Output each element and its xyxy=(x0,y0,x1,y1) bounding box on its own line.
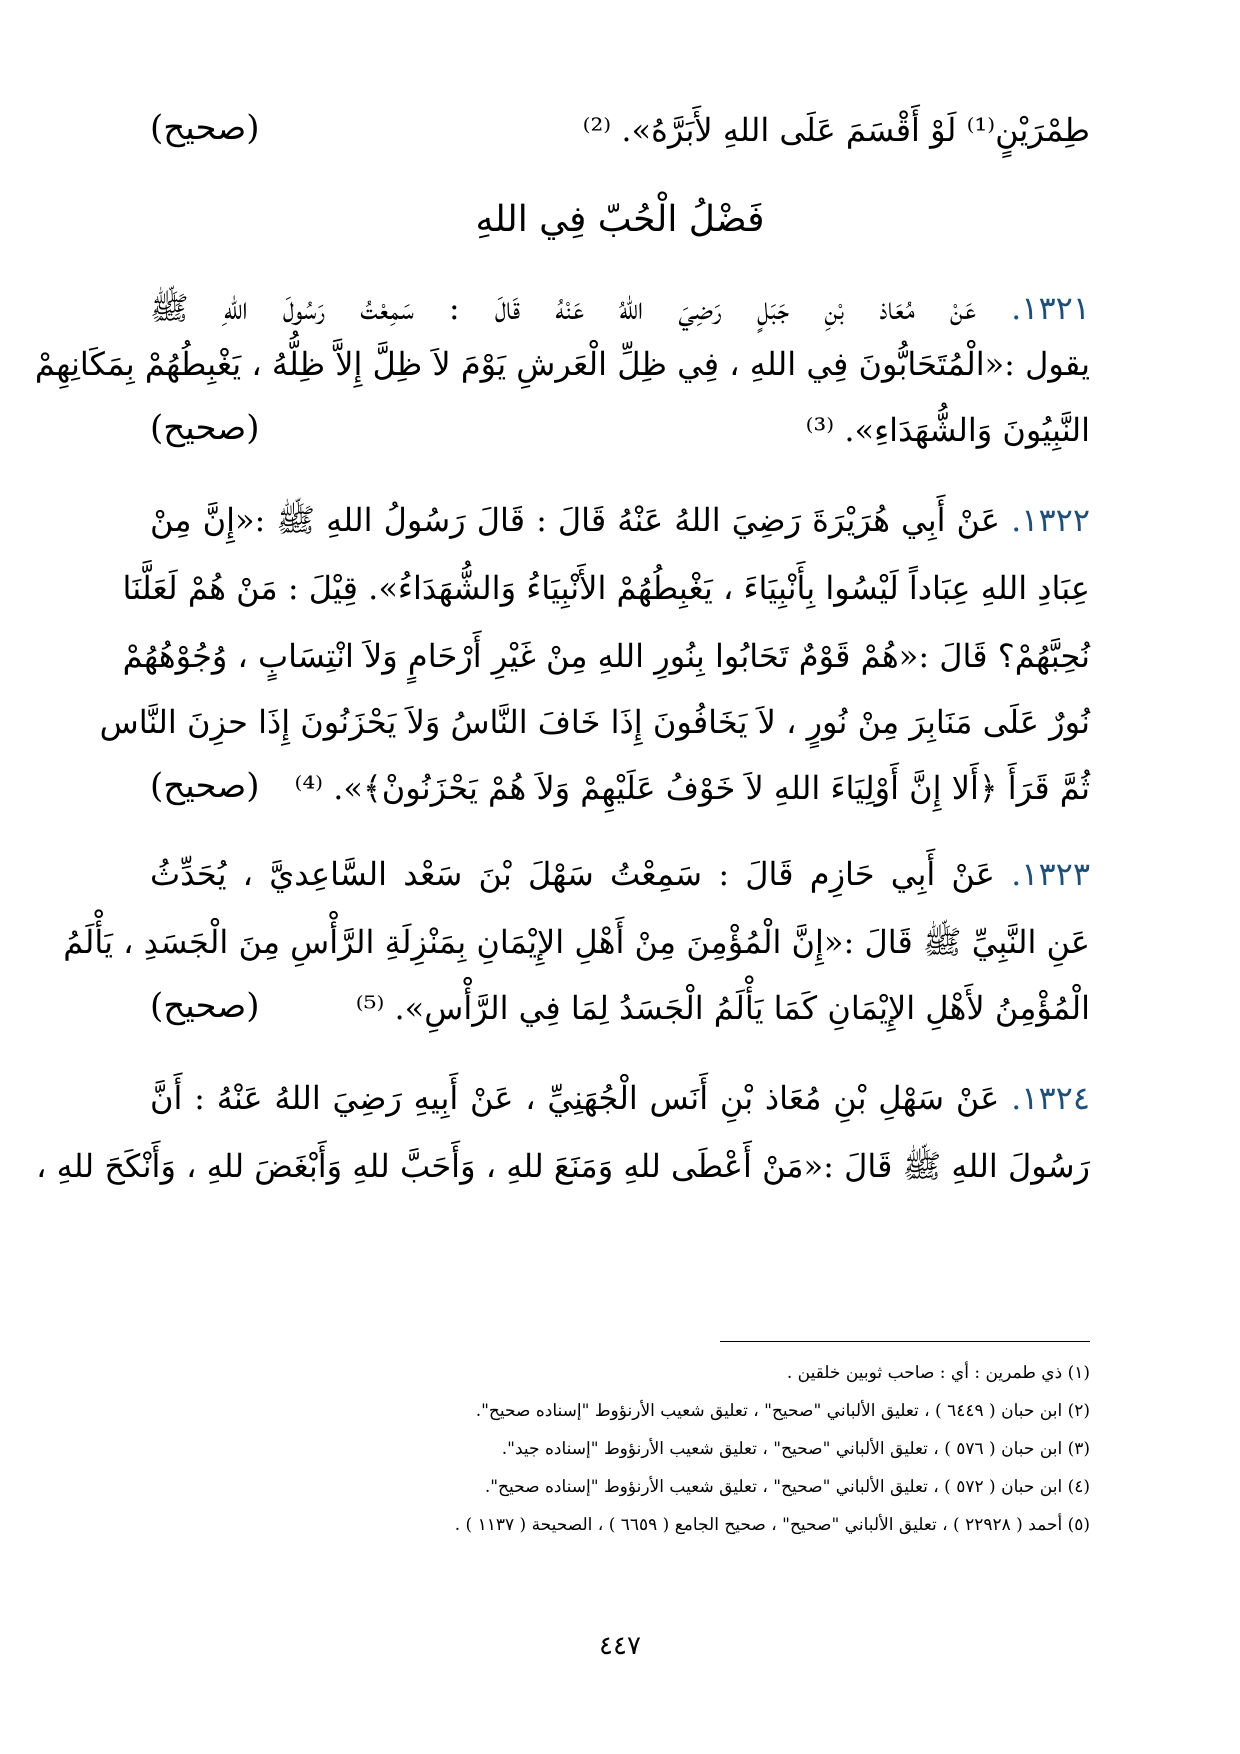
hadith-1323-line-2: عَنِ النَّبِيِّ ﷺ قَالَ :«إِنَّ الْمُؤْمِنَ مِنْ أَهْلِ الإِيْمَانِ بِمَنْزِلَةِ الرَّأْسِ مِنَ الْجَسَدِ ، يَأْلَمُ xyxy=(63,923,1090,961)
page-number: ٤٤٧ xyxy=(599,1631,641,1661)
continuation-line: طِمْرَيْنٍ⁽¹⁾ لَوْ أَقْسَمَ عَلَى اللهِ لأَبَرَّهُ». ⁽²⁾ xyxy=(582,111,1090,149)
hadith-1324-line-1: ١٣٢٤. عَنْ سَهْلِ بْنِ مُعَاذ بْنِ أَنَس الْجُهَنِيِّ ، عَنْ أَبِيهِ رَضِيَ اللهُ عَنْهُ : أَنَّ xyxy=(150,1079,1091,1117)
hadith-1321-line-1: ١٣٢١. عَنْ مُعَاذ بْنِ جَبَلٍ رَضِيَ اللهُ عَنْهُ قَالَ : سَمِعْتُ رَسُولَ اللهِ ﷺ xyxy=(150,289,1091,327)
hadith-1322-line-1: ١٣٢٢. عَنْ أَبِي هُرَيْرَةَ رَضِيَ اللهُ عَنْهُ قَالَ : قَالَ رَسُولُ اللهِ ﷺ :«إِنَّ مِنْ xyxy=(150,501,1091,539)
grade-label: (صحيح) xyxy=(150,986,260,1026)
footnote: (٥) أحمد ( ٢٢٩٢٨ ) ، تعليق الألباني "صحيح" ، صحيح الجامع ( ٦٦٥٩ ) ، الصحيحة ( ١١٣٧ ) . xyxy=(454,1515,1090,1535)
footnote: (١) ذي طمرين : أي : صاحب ثوبين خلقين . xyxy=(786,1363,1090,1383)
hadith-1321-line-3: النَّبِيُونَ وَالشُّهَدَاءِ». ⁽³⁾ xyxy=(805,411,1090,449)
grade-label: (صحيح) xyxy=(150,766,260,806)
grade-label: (صحيح) xyxy=(150,108,260,148)
footnote: (٣) ابن حبان ( ٥٧٦ ) ، تعليق الألباني "صحيح" ، تعليق شعيب الأرنؤوط "إسناده جيد". xyxy=(501,1439,1090,1459)
hadith-1322-line-5: ثُمَّ قَرَأَ ﴿أَلا إِنَّ أَوْلِيَاءَ اللهِ لاَ خَوْفُ عَلَيْهِمْ وَلاَ هُمْ يَحْزَنُونْ﴾». ⁽⁴⁾ xyxy=(294,769,1090,807)
hadith-1324-line-2: رَسُولَ اللهِ ﷺ قَالَ :«مَنْ أَعْطَى للهِ وَمَنَعَ للهِ ، وَأَحَبَّ للهِ وَأَبْغَضَ للهِ ، وَأَنْكَحَ للهِ ، xyxy=(36,1147,1090,1185)
hadith-1321-line-2: يقول :«الْمُتَحَابُّونَ فِي اللهِ ، فِي ظِلِّ الْعَرشِ يَوْمَ لاَ ظِلَّ إِلاَّ ظِلُّهُ ، يَغْبِطُهُمْ بِمَكَانِهِمْ xyxy=(34,345,1090,383)
footnote: (٢) ابن حبان ( ٦٤٤٩ ) ، تعليق الألباني "صحيح" ، تعليق شعيب الأرنؤوط "إسناده صحيح". xyxy=(475,1401,1090,1421)
section-title: فَضْلُ الْحُبّ فِي اللهِ xyxy=(475,199,765,240)
footnote: (٤) ابن حبان ( ٥٧٢ ) ، تعليق الألباني "صحيح" ، تعليق شعيب الأرنؤوط "إسناده صحيح". xyxy=(484,1477,1090,1497)
footnote-separator xyxy=(720,1341,1090,1342)
grade-label: (صحيح) xyxy=(150,408,260,448)
hadith-1323-line-1: ١٣٢٣. عَنْ أَبِي حَازِم قَالَ : سَمِعْتُ سَهْلَ بْنَ سَعْد السَّاعِديَّ ، يُحَدِّثُ xyxy=(150,855,1091,893)
hadith-1322-line-3: نُحِبَّهُمْ؟ قَالَ :«هُمْ قَوْمٌ تَحَابُوا بِنُورِ اللهِ مِنْ غَيْرِ أَرْحَامٍ وَلاَ انْتِسَابٍ ، وُجُوْهُهُمْ xyxy=(122,637,1090,675)
hadith-1322-line-2: عِبَادِ اللهِ عِبَاداً لَيْسُوا بِأَنْبِيَاءَ ، يَغْبِطُهُمْ الأَنْبِيَاءُ وَالشُّهَدَاءُ». قِيْلَ : مَنْ هُمْ لَعَلَّنَا xyxy=(122,569,1090,607)
hadith-1323-line-3: الْمُؤْمِنُ لأَهْلِ الإِيْمَانِ كَمَا يَأْلَمُ الْجَسَدُ لِمَا فِي الرَّأْسِ». ⁽⁵⁾ xyxy=(355,989,1090,1027)
hadith-number: ١٣٢٢. xyxy=(1011,501,1091,539)
hadith-1322-line-4: نُورٌ عَلَى مَنَابِرَ مِنْ نُورٍ ، لاَ يَخَافُونَ إِذَا خَافَ النَّاسُ وَلاَ يَحْزَنُونَ إِذَا حزِنَ النَّاس xyxy=(99,703,1090,741)
hadith-number: ١٣٢٣. xyxy=(1011,855,1091,893)
hadith-number: ١٣٢٤. xyxy=(1011,1079,1091,1117)
hadith-number: ١٣٢١. xyxy=(1011,289,1091,327)
